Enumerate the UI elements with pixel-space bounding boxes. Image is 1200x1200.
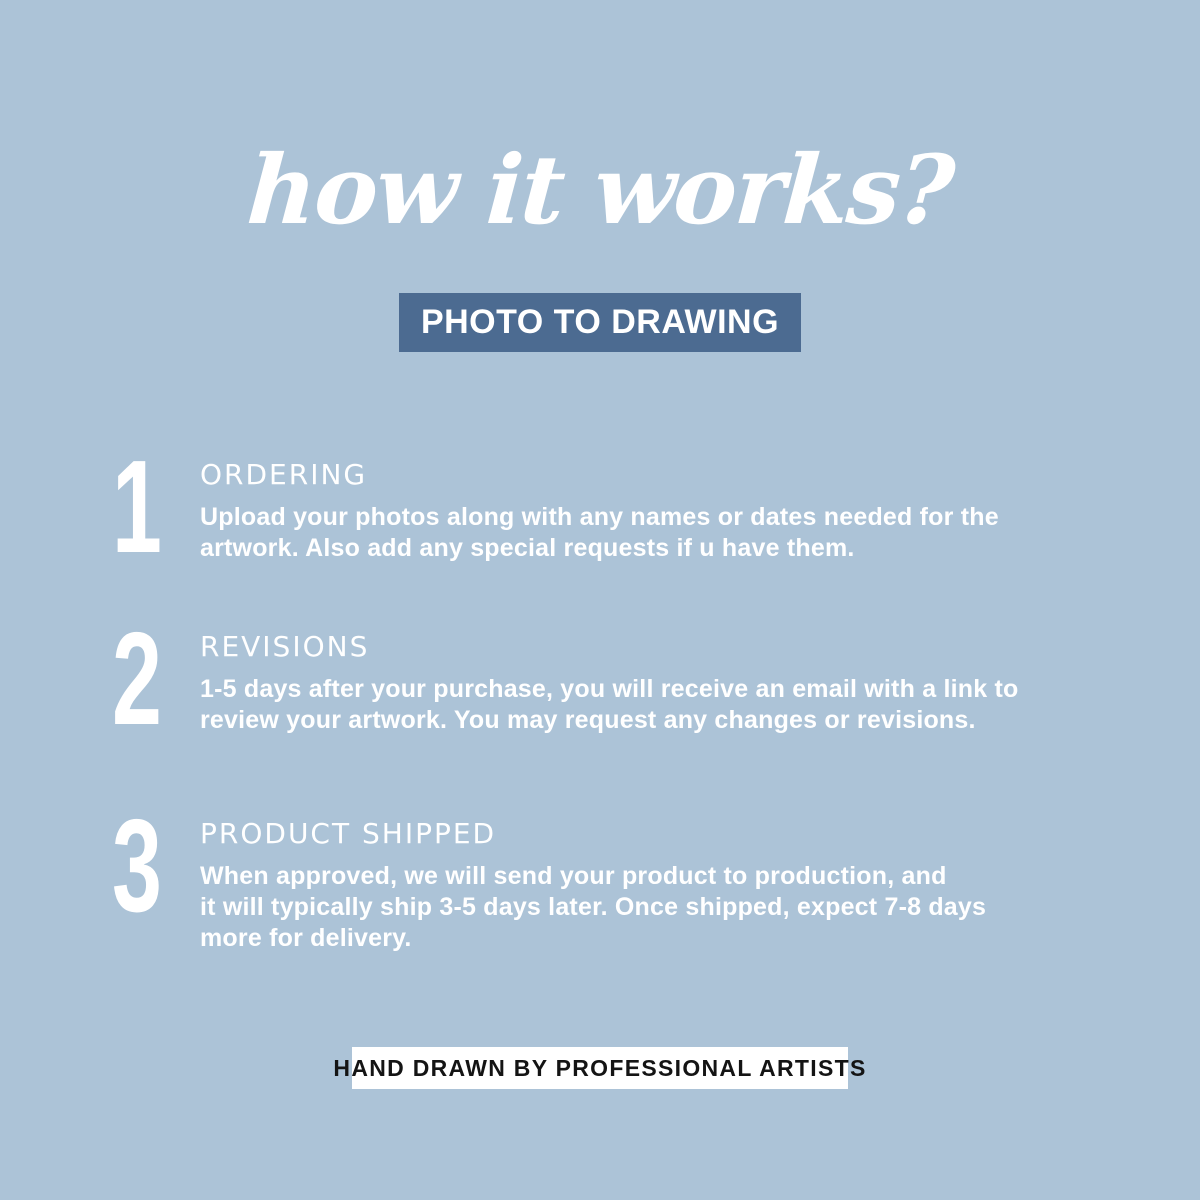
step-description: [200, 502, 999, 564]
photo-to-drawing-badge: PHOTO TO DRAWING: [399, 293, 801, 352]
step-description-line: Upload your photos along with any names or dates needed for the: [200, 503, 999, 531]
step-description-line: it will typically ship 3-5 days later. Once shipped, expect 7-8 days: [200, 893, 987, 921]
step-number: 1: [112, 433, 162, 580]
step-description-line: When approved, we will send your product to production, and: [200, 862, 947, 890]
step-heading: REVISIONS: [200, 630, 370, 663]
step-number: 3: [112, 792, 162, 939]
step-heading: ORDERING: [200, 458, 368, 491]
step-heading: PRODUCT SHIPPED: [200, 817, 497, 850]
page-title: how it works?: [243, 135, 957, 246]
step-description-line: review your artwork. You may request any changes or revisions.: [200, 706, 976, 734]
step-description-line: 1-5 days after your purchase, you will receive an email with a link to: [200, 675, 1019, 703]
step-description-line: more for delivery.: [200, 924, 412, 952]
step-description: [200, 861, 986, 954]
step-number: 2: [112, 605, 162, 752]
step-description: [200, 674, 1018, 736]
step-description-line: artwork. Also add any special requests if u have them.: [200, 534, 855, 562]
footer-banner: HAND DRAWN BY PROFESSIONAL ARTISTS: [352, 1047, 848, 1089]
